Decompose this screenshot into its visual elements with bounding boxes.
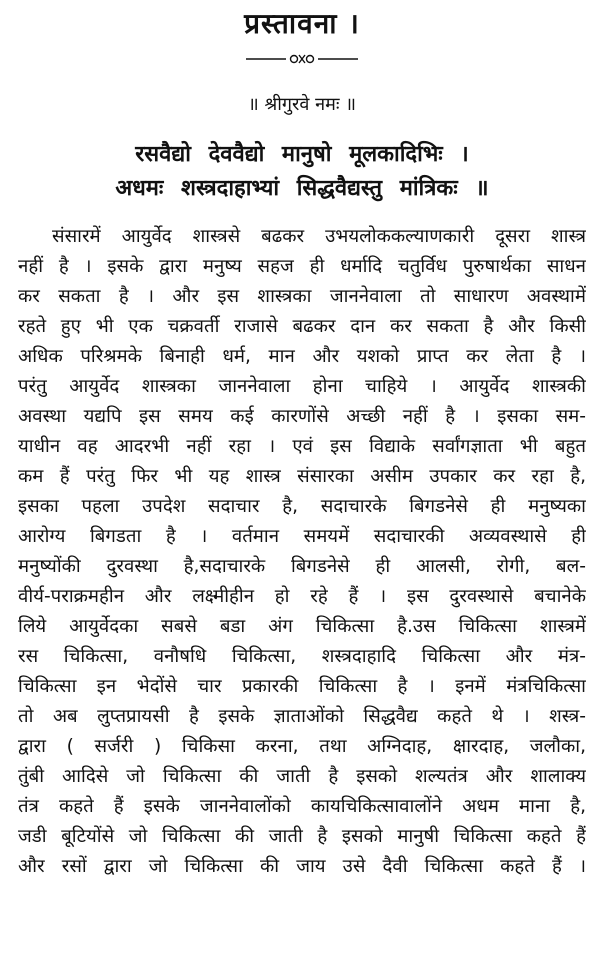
verse-line: अधमः शस्त्रदाहाभ्यां सिद्धवैद्यस्तु मांत्रिकः ॥ bbox=[115, 176, 489, 201]
body-line: और रसों द्वारा जो चिकित्सा की जाय उसे दैवी चिकित्सा कहते हैं । bbox=[18, 856, 586, 877]
body-line: रहते हुए भी एक चक्रवर्ती राजासे बढकर दान कर सकता है और किसी bbox=[18, 316, 586, 337]
sanskrit-verse bbox=[18, 138, 586, 206]
body-line: याधीन वह आदरभी नहीं रहा । एवं इस विद्याके सर्वांगज्ञाता भी बहुत bbox=[18, 436, 586, 457]
body-line: तो अब लुप्तप्रायसी है इसके ज्ञाताओंको सिद्धवैद्य कहते थे । शस्त्र- bbox=[18, 706, 586, 727]
body-line: कम हैं परंतु फिर भी यह शास्त्र संसारका असीम उपकार कर रहा है, bbox=[18, 466, 586, 487]
verse-line: रसवैद्यो देववैद्यो मानुषो मूलकादिभिः । bbox=[135, 142, 469, 167]
body-line: अवस्था यद्यपि इस समय कई कारणोंसे अच्छी नहीं है । इसका सम- bbox=[18, 406, 586, 427]
body-line: वीर्य-पराक्रमहीन और लक्ष्मीहीन हो रहे हैं । इस दुरवस्थासे बचानेके bbox=[18, 586, 586, 607]
body-line: नहीं है । इसके द्वारा मनुष्य सहज ही धर्मादि चतुर्विध पुरुषार्थका साधन bbox=[18, 256, 586, 277]
body-line: आरोग्य बिगडता है । वर्तमान समयमें सदाचारकी अव्यवस्थासे ही bbox=[18, 526, 586, 547]
body-paragraph bbox=[18, 222, 586, 882]
body-line: तुंबी आदिसे जो चिकित्सा की जाती है इसको शल्यतंत्र और शालाक्य bbox=[18, 766, 586, 787]
ornament-divider bbox=[242, 52, 362, 66]
body-line: संसारमें आयुर्वेद शास्त्रसे बढकर उभयलोककल्याणकारी दूसरा शास्त्र bbox=[52, 226, 586, 247]
body-line: रस चिकित्सा, वनौषधि चिकित्सा, शस्त्रदाहादि चिकित्सा और मंत्र- bbox=[18, 646, 586, 667]
body-line: तंत्र कहते हैं इसके जाननेवालोंको कायचिकित्सावालोंने अधम माना है, bbox=[18, 796, 586, 817]
body-line: अधिक परिश्रमके बिनाही धर्म, मान और यशको प्राप्त कर लेता है । bbox=[18, 346, 586, 367]
body-line: मनुष्योंकी दुरवस्था है,सदाचारके बिगडनेसे ही आलसी, रोगी, बल- bbox=[18, 556, 586, 577]
body-line: लिये आयुर्वेदका सबसे बडा अंग चिकित्सा है.उस चिकित्सा शास्त्रमें bbox=[18, 616, 586, 637]
invocation-line: ॥ श्रीगुरवे नमः ॥ bbox=[247, 94, 357, 115]
body-line: परंतु आयुर्वेद शास्त्रका जाननेवाला होना चाहिये । आयुर्वेद शास्त्रकी bbox=[18, 376, 586, 397]
body-line: कर सकता है । और इस शास्त्रका जाननेवाला तो साधारण अवस्थामें bbox=[18, 286, 586, 307]
body-line: द्वारा ( सर्जरी ) चिकिसा करना, तथा अग्निदाह, क्षारदाह, जलौका, bbox=[18, 736, 586, 757]
body-line: इसका पहला उपदेश सदाचार है, सदाचारके बिगडनेसे ही मनुष्यका bbox=[18, 496, 586, 517]
page-title: प्रस्तावना । bbox=[244, 7, 360, 40]
body-line: चिकित्सा इन भेदोंसे चार प्रकारकी चिकित्सा है । इनमें मंत्रचिकित्सा bbox=[18, 676, 586, 697]
body-line: जडी बूटियोंसे जो चिकित्सा की जाती है इसको मानुषी चिकित्सा कहते हैं bbox=[18, 826, 586, 847]
